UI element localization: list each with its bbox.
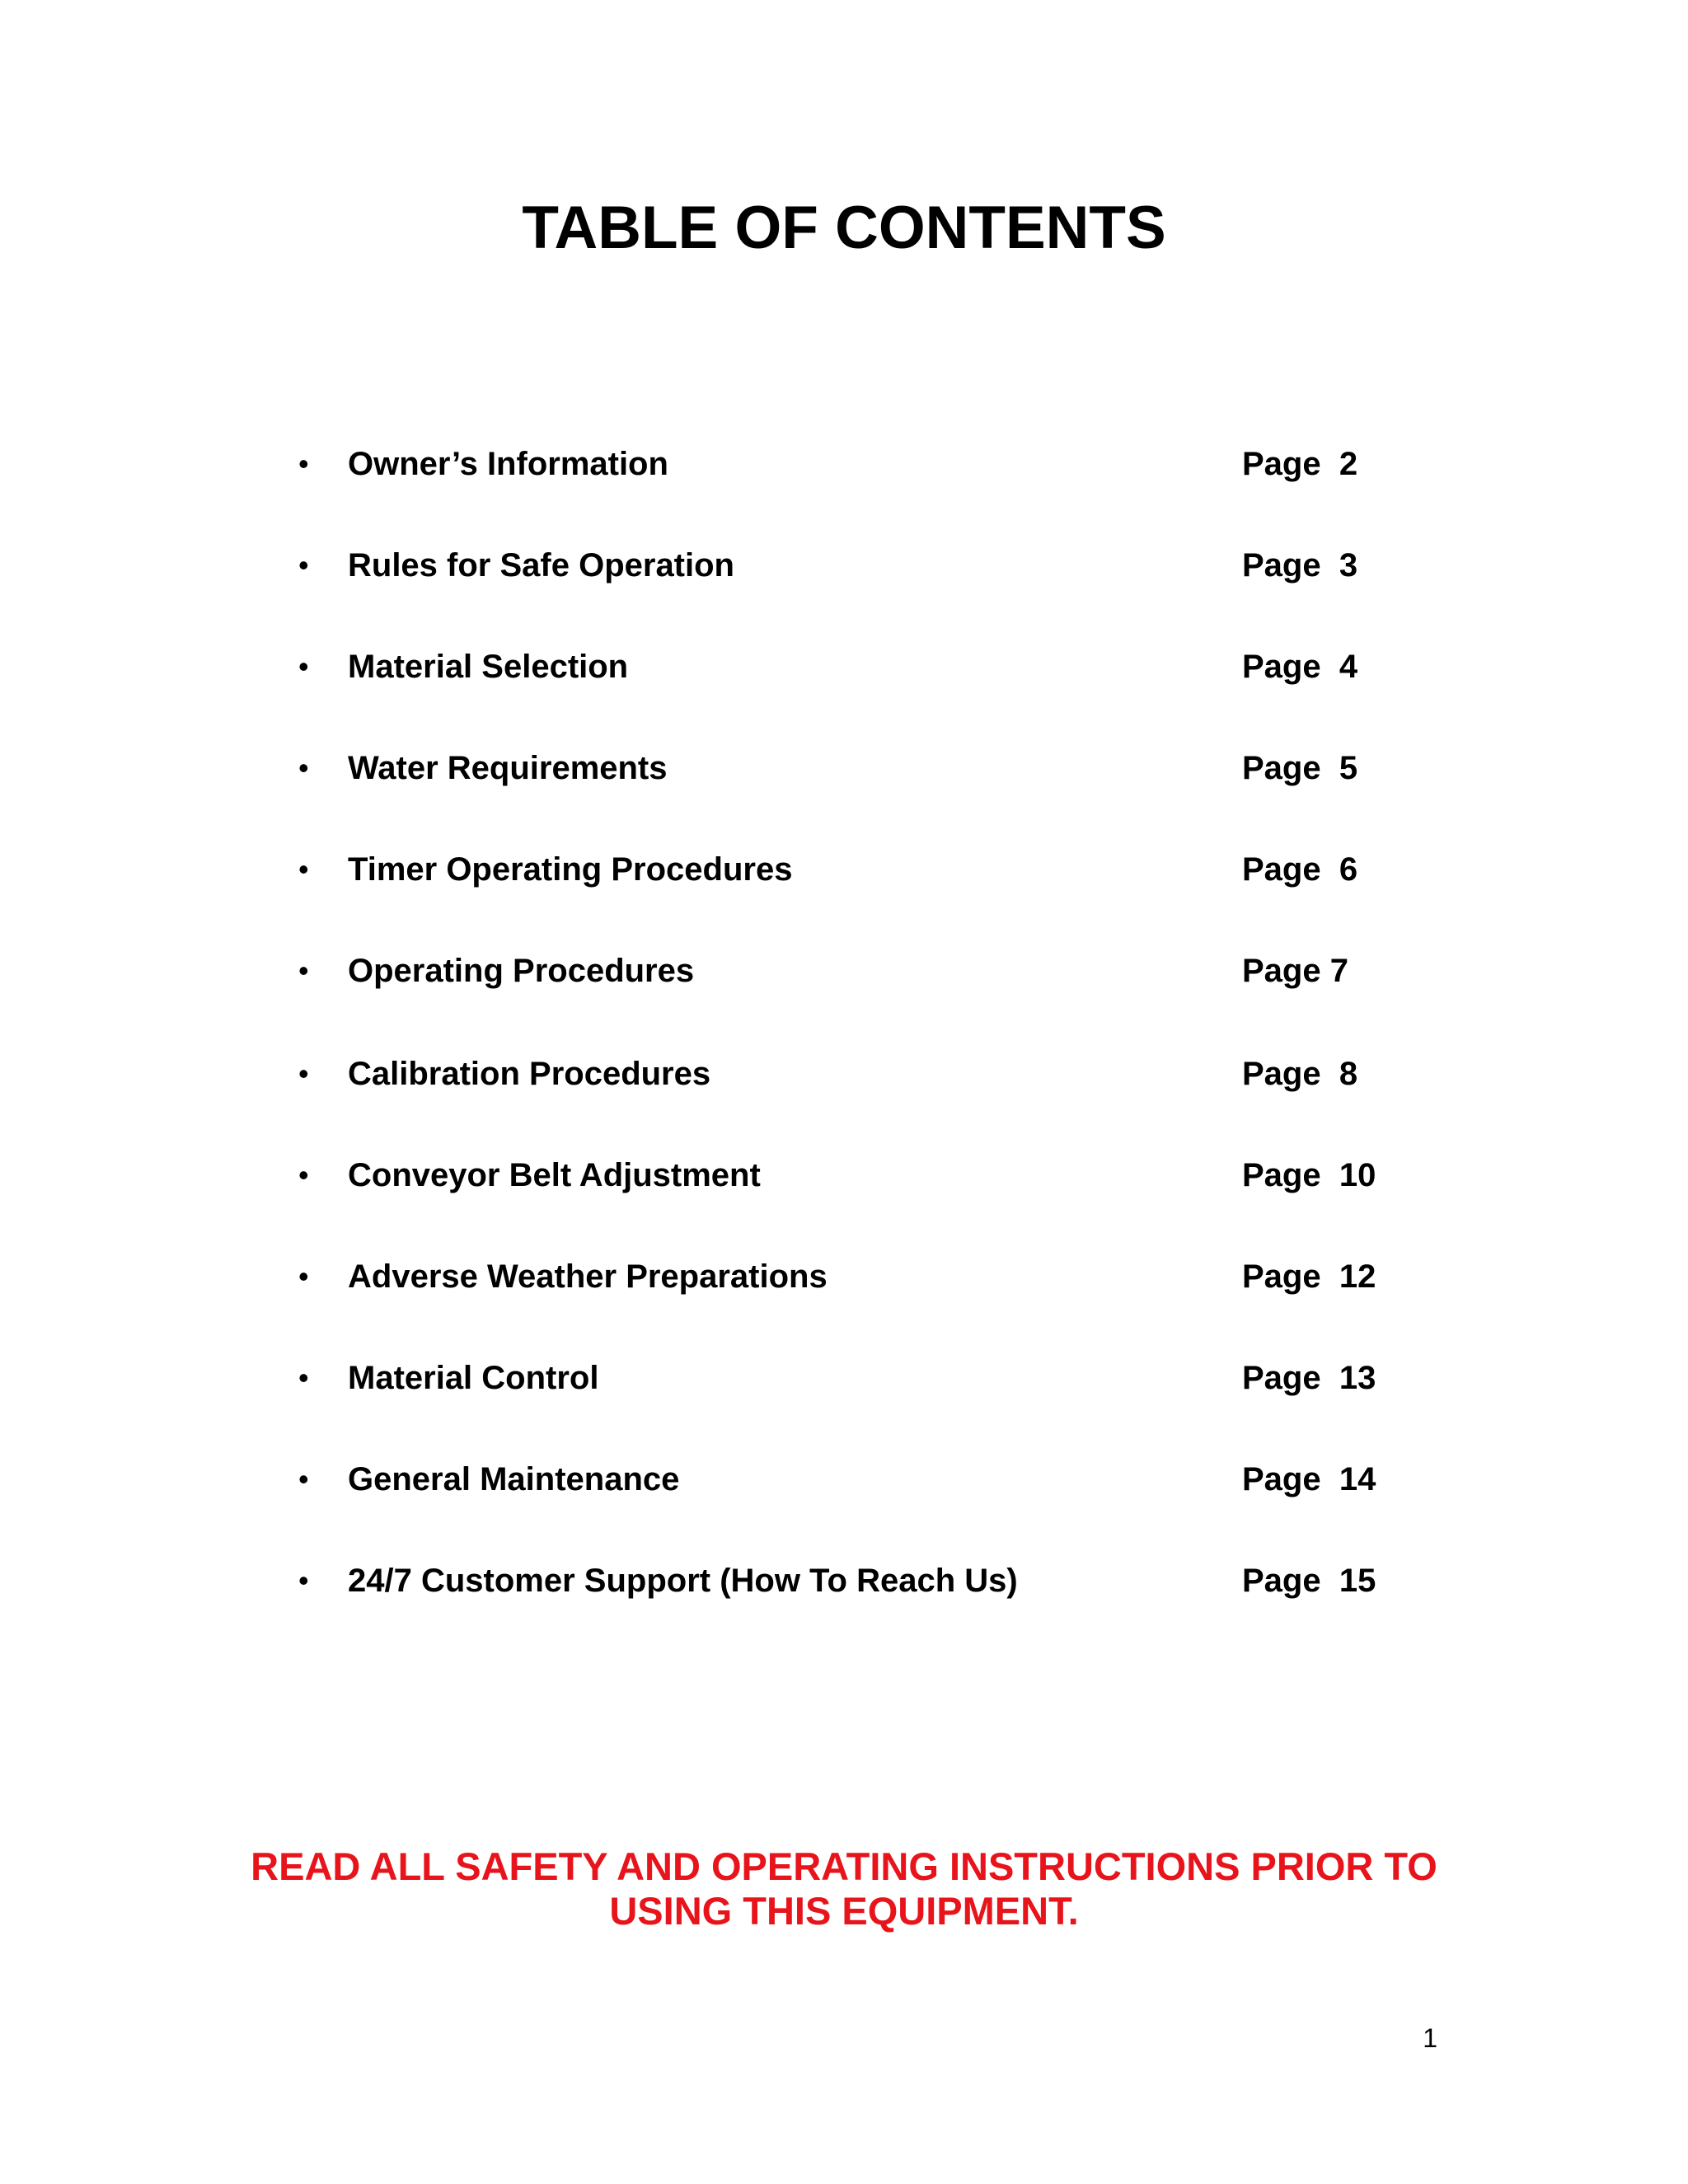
toc-item-calibration-procedures[interactable] — [0, 1049, 1688, 1099]
toc-item-water-requirements[interactable] — [0, 743, 1688, 793]
toc-item-page: Page 3 — [1242, 547, 1358, 583]
toc-item-page: Page 2 — [1242, 446, 1358, 482]
toc-item-label: 24/7 Customer Support (How To Reach Us) — [348, 1563, 1018, 1599]
toc-item-page: Page 4 — [1242, 649, 1358, 685]
bullet: • — [298, 751, 309, 785]
toc-item-page: Page 10 — [1242, 1157, 1376, 1193]
toc-item-adverse-weather-preparations[interactable] — [0, 1252, 1688, 1301]
page-number: 1 — [1423, 2023, 1437, 2053]
toc-item-page: Page 15 — [1242, 1563, 1376, 1599]
toc-item-label: General Maintenance — [348, 1461, 680, 1497]
bullet: • — [298, 649, 309, 683]
safety-warning-line-1: READ ALL SAFETY AND OPERATING INSTRUCTIONS PRIOR TO — [251, 1844, 1437, 1888]
toc-item-label: Adverse Weather Preparations — [348, 1258, 828, 1295]
bullet: • — [298, 954, 309, 987]
page-title: TABLE OF CONTENTS — [522, 194, 1166, 261]
toc-item-label: Material Selection — [348, 649, 629, 685]
toc-item-label: Water Requirements — [348, 750, 668, 786]
toc-item-label: Owner’s Information — [348, 446, 668, 482]
toc-item-rules-for-safe-operation[interactable] — [0, 541, 1688, 590]
toc-item-page: Page 13 — [1242, 1360, 1376, 1396]
toc-item-material-control[interactable] — [0, 1353, 1688, 1403]
toc-item-page: Page 8 — [1242, 1056, 1358, 1092]
bullet: • — [298, 1158, 309, 1192]
bullet: • — [298, 1563, 309, 1597]
bullet: • — [298, 548, 309, 582]
toc-item-label: Material Control — [348, 1360, 599, 1396]
toc-item-page: Page 5 — [1242, 750, 1358, 786]
toc-item-conveyor-belt-adjustment[interactable] — [0, 1151, 1688, 1200]
toc-item-label: Rules for Safe Operation — [348, 547, 734, 583]
toc-item-general-maintenance[interactable] — [0, 1455, 1688, 1504]
toc-item-owners-information[interactable] — [0, 439, 1688, 489]
toc-item-customer-support[interactable] — [0, 1556, 1688, 1605]
toc-item-timer-operating-procedures[interactable] — [0, 845, 1688, 894]
bullet: • — [298, 1361, 309, 1394]
bullet: • — [298, 1057, 309, 1090]
toc-item-label: Conveyor Belt Adjustment — [348, 1157, 761, 1193]
toc-item-page: Page 6 — [1242, 851, 1358, 888]
toc-item-label: Operating Procedures — [348, 953, 695, 989]
toc-item-page: Page 7 — [1242, 953, 1348, 989]
toc-item-material-selection[interactable] — [0, 642, 1688, 691]
toc-item-page: Page 14 — [1242, 1461, 1376, 1497]
bullet: • — [298, 447, 309, 480]
bullet: • — [298, 1259, 309, 1293]
bullet: • — [298, 1462, 309, 1496]
toc-item-label: Timer Operating Procedures — [348, 851, 793, 888]
safety-warning-line-2: USING THIS EQUIPMENT. — [609, 1889, 1079, 1933]
toc-item-label: Calibration Procedures — [348, 1056, 711, 1092]
toc-item-operating-procedures[interactable] — [0, 946, 1688, 996]
toc-item-page: Page 12 — [1242, 1258, 1376, 1295]
bullet: • — [298, 852, 309, 886]
safety-warning — [0, 1844, 1688, 1933]
